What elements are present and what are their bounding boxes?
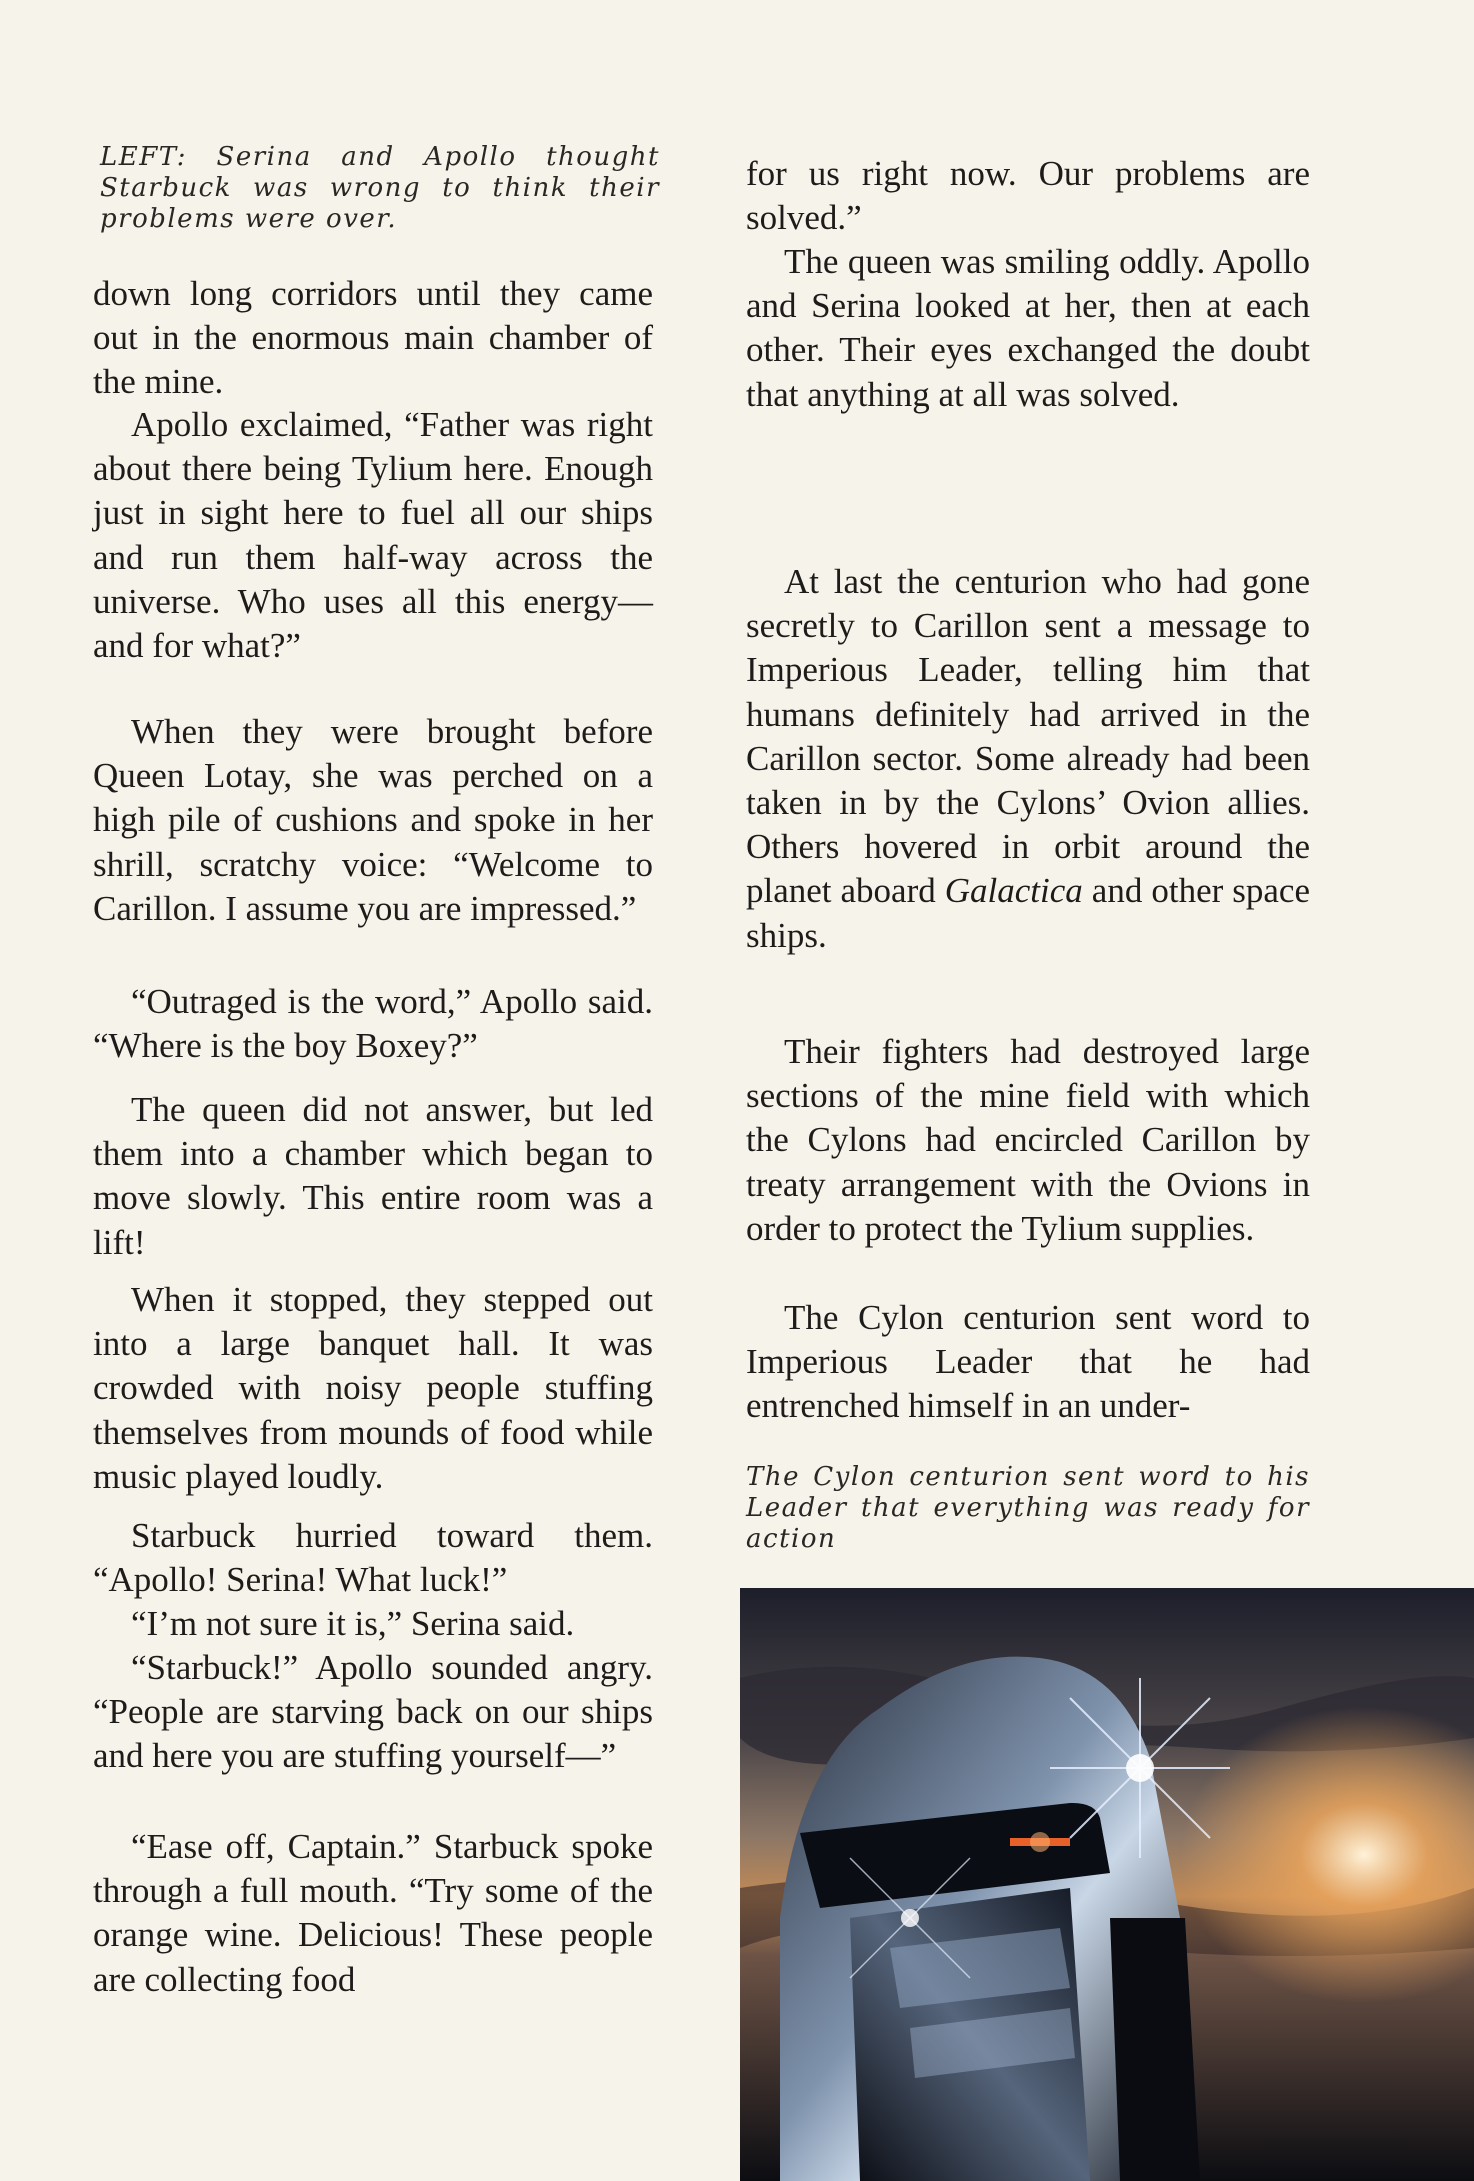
body-paragraph: When they were brought before Queen Lotay, she was perched on a high pile of cushions and spoke in her shrill, scratchy voice: “Welcome to Carillon. I assume you are impressed.” xyxy=(93,712,653,928)
body-paragraph: The Cylon centurion sent word to Imperious Leader that he had entrenched himself in an under- xyxy=(746,1298,1310,1426)
body-paragraph: The queen did not answer, but led them into a chamber which began to move slowly. This entire room was a lift! xyxy=(93,1090,653,1262)
body-paragraph: The queen was smiling oddly. Apollo and Serina looked at her, then at each other. Their eyes exchanged the doubt that anything at all was solved. xyxy=(746,242,1310,414)
body-paragraph: down long corridors until they came out in the enormous main chamber of the mine. xyxy=(93,274,653,402)
cylon-centurion-photo xyxy=(740,1588,1474,2181)
body-paragraph: “I’m not sure it is,” Serina said. xyxy=(131,1604,575,1643)
body-paragraph: Starbuck hurried toward them. “Apollo! Serina! What luck!” xyxy=(93,1516,653,1600)
body-paragraph: Apollo exclaimed, “Father was right about there being Tylium here. Enough just in sight here to fuel all our ships and run them half-way across the universe. Who uses all this energy—and for what?” xyxy=(93,405,653,666)
photo-caption-left: LEFT: Serina and Apollo thought Starbuck was wrong to think their problems were over. xyxy=(100,142,660,234)
body-paragraph: “Outraged is the word,” Apollo said. “Where is the boy Boxey?” xyxy=(93,982,653,1066)
body-paragraph: “Starbuck!” Apollo sounded angry. “People are starving back on our ships and here you are stuffing yourself—” xyxy=(93,1648,653,1776)
body-paragraph: At last the centurion who had gone secretly to Carillon sent a message to Imperious Leader, telling him that humans definitely had arrived in the Carillon sector. Some already had been taken in by the Cylons’ Ovion allies. Others hovered in orbit around the planet aboard Galactica and other space ships. xyxy=(746,562,1310,955)
ship-name: Galactica xyxy=(944,871,1083,911)
body-paragraph: “Ease off, Captain.” Starbuck spoke through a full mouth. “Try some of the orange wine. Delicious! These people are collecting food xyxy=(93,1827,653,1999)
body-paragraph: When it stopped, they stepped out into a large banquet hall. It was crowded with noisy people stuffing themselves from mounds of food while music played loudly. xyxy=(93,1280,653,1496)
body-paragraph: Their fighters had destroyed large sections of the mine field with which the Cylons had encircled Carillon by treaty arrangement with the Ovions in order to protect the Tylium supplies. xyxy=(746,1032,1310,1248)
body-paragraph: for us right now. Our problems are solved.” xyxy=(746,154,1310,238)
photo-caption-right: The Cylon centurion sent word to his Leader that everything was ready for action xyxy=(746,1462,1310,1554)
